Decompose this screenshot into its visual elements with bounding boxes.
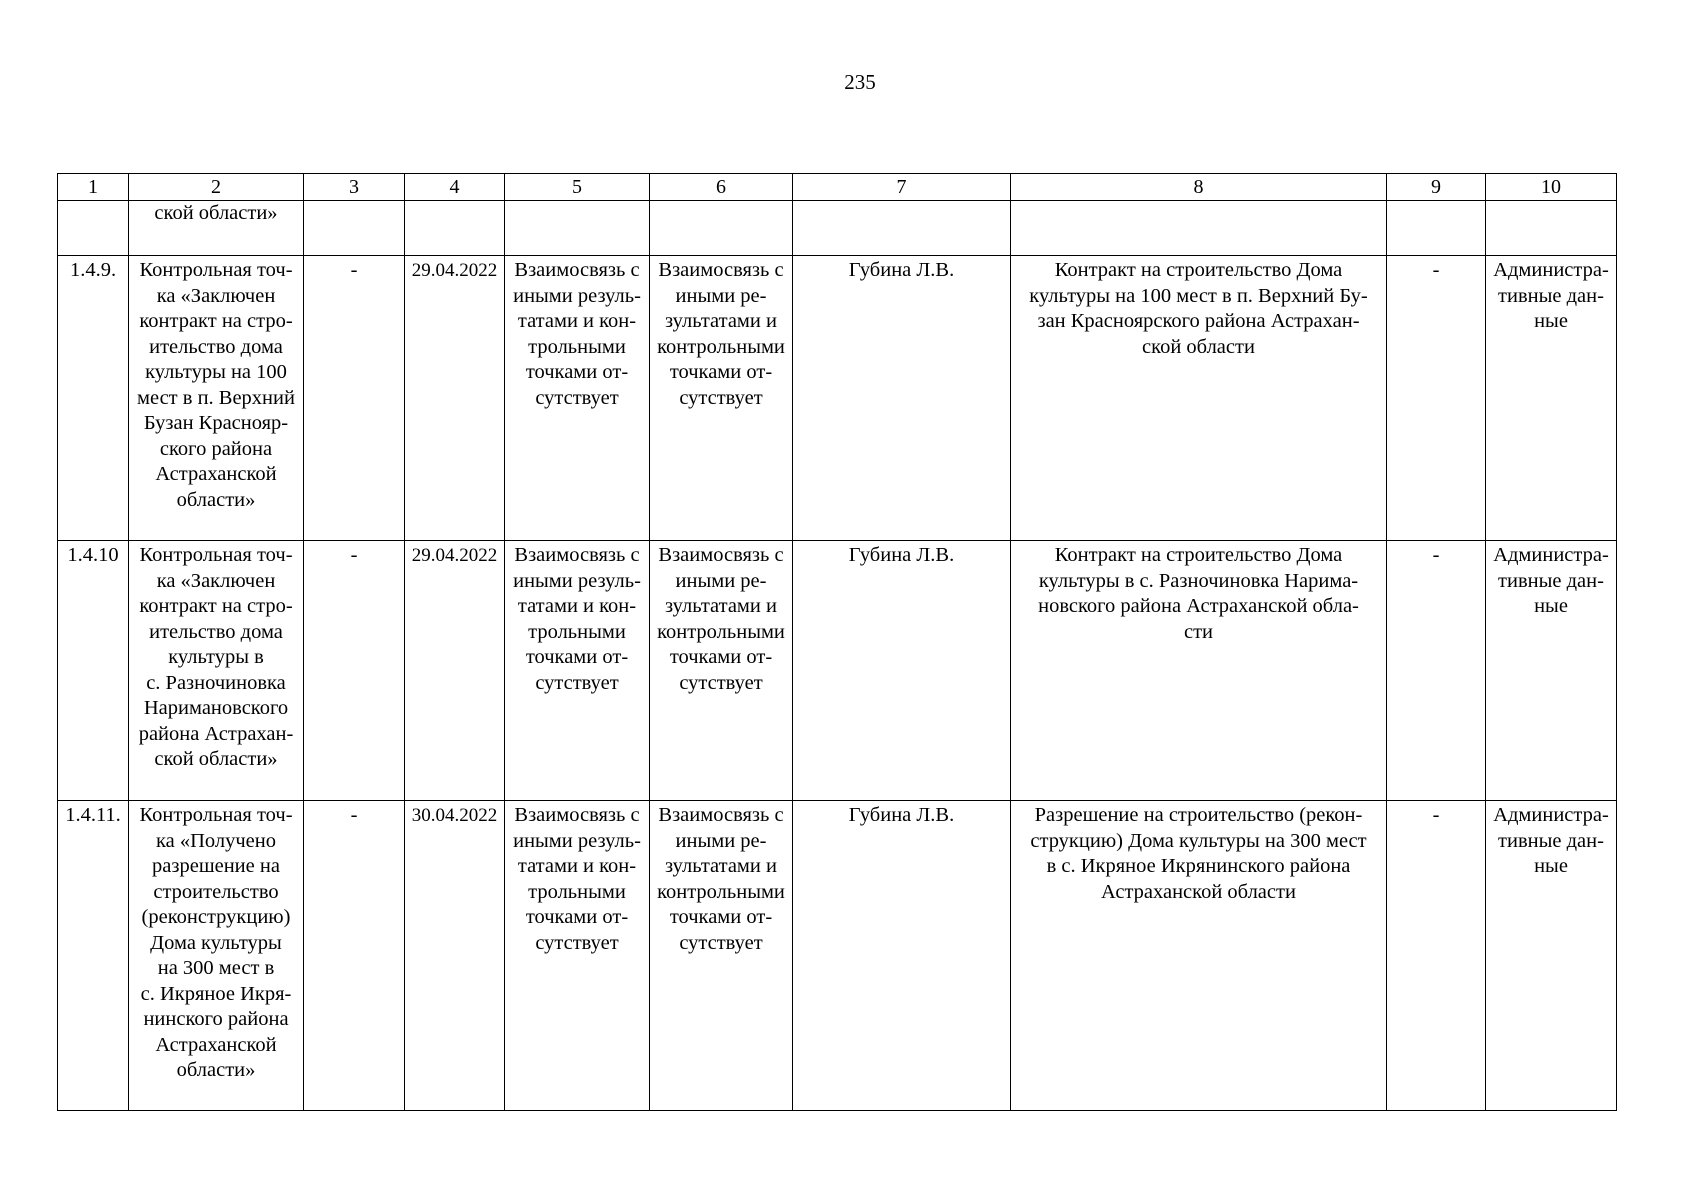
confirming-document: Разрешение на строительство (рекон- струкцию) Дома культуры на 300 мест в с. Икряное Икрянинского района Астраханской области [1011, 801, 1387, 1111]
due-date: 29.04.2022 [405, 541, 505, 801]
due-date: 29.04.2022 [405, 256, 505, 541]
column-header: 2 [129, 174, 304, 201]
column-header: 4 [405, 174, 505, 201]
col3-value: - [304, 256, 405, 541]
table-cell [505, 201, 650, 256]
control-point-name: Контрольная точ- ка «Получено разрешение на строительство (реконструкцию) Дома культуры на 300 мест в с. Икряное Икря- нинского района Астраханской области» [129, 801, 304, 1111]
table-cell [304, 201, 405, 256]
table-cell [650, 201, 793, 256]
column-header: 9 [1387, 174, 1486, 201]
column-header: 5 [505, 174, 650, 201]
due-date: 30.04.2022 [405, 801, 505, 1111]
control-point-name: Контрольная точ- ка «Заключен контракт на стро- ительство дома культуры в с. Разночиновка Наримановского района Астрахан- ской области» [129, 541, 304, 801]
col9-value: - [1387, 256, 1486, 541]
column-number-row [58, 174, 1617, 201]
responsible-person: Губина Л.В. [793, 256, 1011, 541]
data-source: Администра- тивные дан- ные [1486, 801, 1617, 1111]
table-cell [1387, 201, 1486, 256]
col9-value: - [1387, 541, 1486, 801]
relation-control-points: Взаимосвязь с иными ре- зультатами и контрольными точками от- сутствует [650, 801, 793, 1111]
row-number: 1.4.10 [58, 541, 129, 801]
data-source: Администра- тивные дан- ные [1486, 541, 1617, 801]
control-points-table [57, 173, 1617, 1111]
table-cell [1011, 201, 1387, 256]
table-cell [405, 201, 505, 256]
column-header: 8 [1011, 174, 1387, 201]
continuation-row [58, 201, 1617, 256]
page-number: 235 [844, 70, 876, 94]
row-number: 1.4.9. [58, 256, 129, 541]
control-point-name: Контрольная точ- ка «Заключен контракт на стро- ительство дома культуры на 100 мест в п. Верхний Бузан Краснояр- ского района Астраханской области» [129, 256, 304, 541]
column-header: 7 [793, 174, 1011, 201]
relation-results: Взаимосвязь с иными резуль- татами и кон- трольными точками от- сутствует [505, 256, 650, 541]
responsible-person: Губина Л.В. [793, 541, 1011, 801]
col3-value: - [304, 801, 405, 1111]
relation-results: Взаимосвязь с иными резуль- татами и кон- трольными точками от- сутствует [505, 541, 650, 801]
column-header: 3 [304, 174, 405, 201]
relation-results: Взаимосвязь с иными резуль- татами и кон- трольными точками от- сутствует [505, 801, 650, 1111]
confirming-document: Контракт на строительство Дома культуры в с. Разночиновка Нарима- новского района Астраханской обла- сти [1011, 541, 1387, 801]
col3-value: - [304, 541, 405, 801]
continued-name-cell [129, 201, 304, 256]
responsible-person: Губина Л.В. [793, 801, 1011, 1111]
column-header: 10 [1486, 174, 1617, 201]
table-cell [58, 201, 129, 256]
data-source: Администра- тивные дан- ные [1486, 256, 1617, 541]
relation-control-points: Взаимосвязь с иными ре- зультатами и контрольными точками от- сутствует [650, 541, 793, 801]
table-row [58, 801, 1617, 1111]
table-cell [793, 201, 1011, 256]
table-cell [1486, 201, 1617, 256]
relation-control-points: Взаимосвязь с иными ре- зультатами и контрольными точками от- сутствует [650, 256, 793, 541]
row-number: 1.4.11. [58, 801, 129, 1111]
confirming-document: Контракт на строительство Дома культуры на 100 мест в п. Верхний Бу- зан Красноярского района Астрахан- ской области [1011, 256, 1387, 541]
table-row [58, 541, 1617, 801]
col9-value: - [1387, 801, 1486, 1111]
column-header: 6 [650, 174, 793, 201]
column-header: 1 [58, 174, 129, 201]
table-row [58, 256, 1617, 541]
continued-name-text: ской области» [154, 202, 278, 224]
